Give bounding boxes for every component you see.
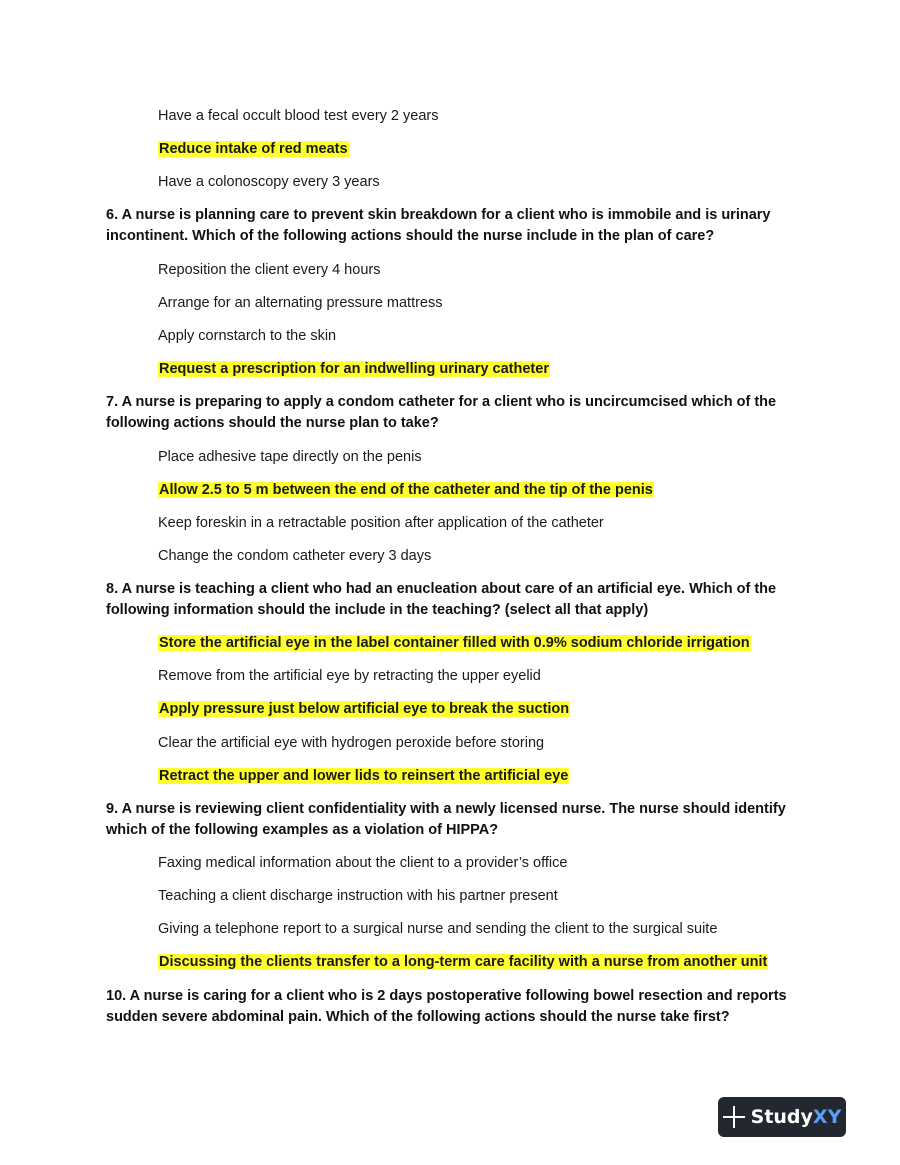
question-8: 8. A nurse is teaching a client who had an enucleation about care of an artificial eye. Which of the following information should the include in the teaching? (select all that apply)	[106, 581, 777, 618]
answer-option-correct	[158, 481, 654, 499]
highlight: Store the artificial eye in the label container filled with 0.9% sodium chloride irrigation	[159, 635, 750, 651]
brand-name: StudyXY	[750, 1106, 842, 1128]
answer-option: Giving a telephone report to a surgical nurse and sending the client to the surgical suite	[158, 921, 718, 937]
answer-option: Change the condom catheter every 3 days	[158, 548, 432, 564]
question-10: 10. A nurse is caring for a client who is 2 days postoperative following bowel resection and reports sudden severe abdominal pain. Which of the following actions should the nurse take first?	[106, 988, 787, 1025]
answer-option-correct	[158, 767, 569, 785]
answer-option: Faxing medical information about the client to a provider’s office	[158, 855, 568, 871]
answer-option: Apply cornstarch to the skin	[158, 328, 337, 344]
highlight: Retract the upper and lower lids to reinsert the artificial eye	[159, 768, 569, 784]
question-9: 9. A nurse is reviewing client confidentiality with a newly licensed nurse. The nurse should identify which of the following examples as a violation of HIPPA?	[106, 801, 786, 838]
answer-option-correct	[158, 140, 349, 158]
highlight: Reduce intake of red meats	[159, 141, 348, 157]
answer-option-correct	[158, 634, 751, 652]
answer-option: Arrange for an alternating pressure mattress	[158, 295, 443, 311]
question-7: 7. A nurse is preparing to apply a condom catheter for a client who is uncircumcised which of the following actions should the nurse plan to take?	[106, 394, 777, 431]
answer-option: Clear the artificial eye with hydrogen peroxide before storing	[158, 735, 545, 751]
answer-option: Reposition the client every 4 hours	[158, 262, 381, 278]
answer-option: Teaching a client discharge instruction with his partner present	[158, 888, 558, 904]
plus-icon	[723, 1106, 745, 1128]
highlight: Request a prescription for an indwelling urinary catheter	[159, 361, 549, 377]
answer-option-correct	[158, 360, 550, 378]
answer-option: Have a colonoscopy every 3 years	[158, 174, 380, 190]
highlight: Apply pressure just below artificial eye to break the suction	[159, 701, 570, 717]
answer-option-correct	[158, 700, 570, 718]
highlight: Discussing the clients transfer to a long-term care facility with a nurse from another unit	[159, 954, 768, 970]
answer-option: Have a fecal occult blood test every 2 years	[158, 108, 439, 124]
answer-option: Remove from the artificial eye by retracting the upper eyelid	[158, 668, 541, 684]
answer-option-correct	[158, 953, 768, 971]
studyxy-logo[interactable]	[718, 1097, 846, 1137]
highlight: Allow 2.5 to 5 m between the end of the catheter and the tip of the penis	[159, 482, 653, 498]
answer-option: Place adhesive tape directly on the penis	[158, 449, 422, 465]
question-6: 6. A nurse is planning care to prevent skin breakdown for a client who is immobile and is urinary incontinent. Which of the following actions should the nurse include in the plan of care?	[106, 207, 771, 244]
answer-option: Keep foreskin in a retractable position after application of the catheter	[158, 515, 604, 531]
